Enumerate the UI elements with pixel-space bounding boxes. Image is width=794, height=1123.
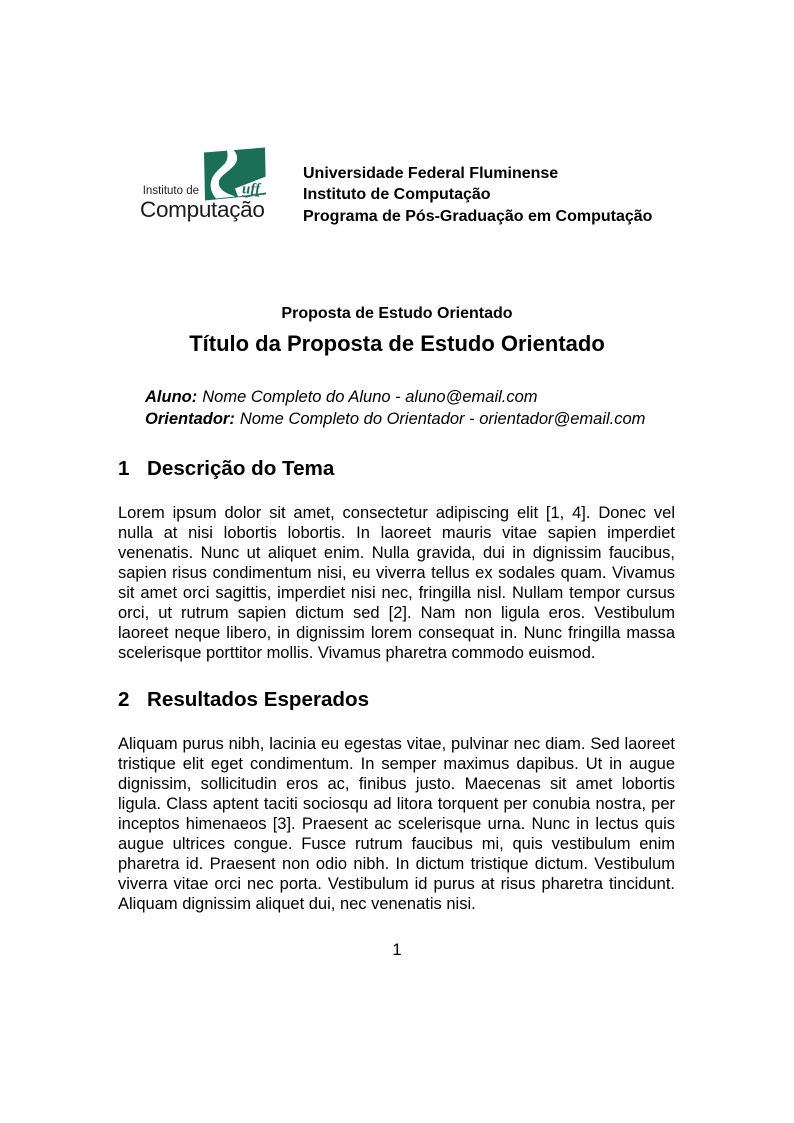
section-paragraph-descricao: Lorem ipsum dolor sit amet, consectetur adipiscing elit [1, 4]. Donec vel nulla at nisi lobortis lobortis. In laoreet mauris vitae sapien imperdiet venenatis. Nunc ut aliquet enim. Nulla gravida, dui in dignissim faucibus, sapien risus condimentum nisi, eu viverra tellus ex sodales quam. Vivamus sit amet orci sagittis, imperdiet nisi nec, fringilla nisl. Nullam tempor cursus orci, ut rutrum sapien dictum sed [2]. Nam non ligula eros. Vestibulum laoreet neque libero, in dignissim lorem consequat in. Nunc fringilla massa scelerisque porttitor mollis. Vivamus pharetra commodo euismod. bbox=[118, 504, 675, 662]
advisor-label: Orientador: bbox=[145, 410, 235, 428]
institution-header bbox=[303, 163, 652, 227]
institution-line-institute: Instituto de Computação bbox=[303, 186, 491, 204]
section-heading-descricao bbox=[118, 457, 334, 481]
section-paragraph-resultados: Aliquam purus nibh, lacinia eu egestas vitae, pulvinar nec diam. Sed laoreet tristique elit eget condimentum. In semper maximus dapibus. Ut in augue dignissim, sollicitudin eros ac, finibus justo. Maecenas sit amet lobortis ligula. Class aptent taciti sociosqu ad litora torquent per conubia nostra, per inceptos himenaeos [3]. Praesent ac scelerisque urna. Nunc in lectus quis augue ultrices congue. Fusce rutrum faucibus mi, quis vestibulum enim pharetra id. Praesent non odio nibh. In dictum tristique dictum. Vestibulum viverra vitae orci nec porta. Vestibulum id purus at risus pharetra tincidunt. Aliquam dignissim aliquet dui, nec venenatis nisi. bbox=[118, 735, 675, 913]
section-title: Resultados Esperados bbox=[147, 688, 370, 711]
uff-logo bbox=[140, 145, 272, 229]
institute-wordmark: Computação bbox=[140, 197, 265, 222]
section-heading-resultados bbox=[118, 688, 369, 712]
page-number: 1 bbox=[392, 941, 402, 959]
institution-line-university: Universidade Federal Fluminense bbox=[303, 165, 559, 182]
institute-small-label: Instituto de bbox=[142, 185, 199, 197]
advisor-value: Nome Completo do Orientador - orientador@email.com bbox=[239, 410, 646, 428]
uff-logo-icon bbox=[202, 146, 267, 202]
student-label: Aluno: bbox=[145, 388, 198, 406]
author-block bbox=[145, 386, 645, 430]
section-number: 1 bbox=[118, 457, 130, 480]
doc-title: Título da Proposta de Estudo Orientado bbox=[189, 331, 605, 356]
section-number: 2 bbox=[118, 688, 130, 711]
student-value: Nome Completo do Aluno - aluno@email.com bbox=[202, 388, 538, 406]
institution-line-program: Programa de Pós-Graduação em Computação bbox=[303, 207, 653, 225]
advisor-line bbox=[145, 408, 645, 430]
section-title: Descrição do Tema bbox=[147, 457, 335, 480]
logo-uff-text: uff bbox=[242, 181, 261, 198]
student-line bbox=[145, 386, 645, 408]
doc-subtitle: Proposta de Estudo Orientado bbox=[281, 305, 513, 322]
